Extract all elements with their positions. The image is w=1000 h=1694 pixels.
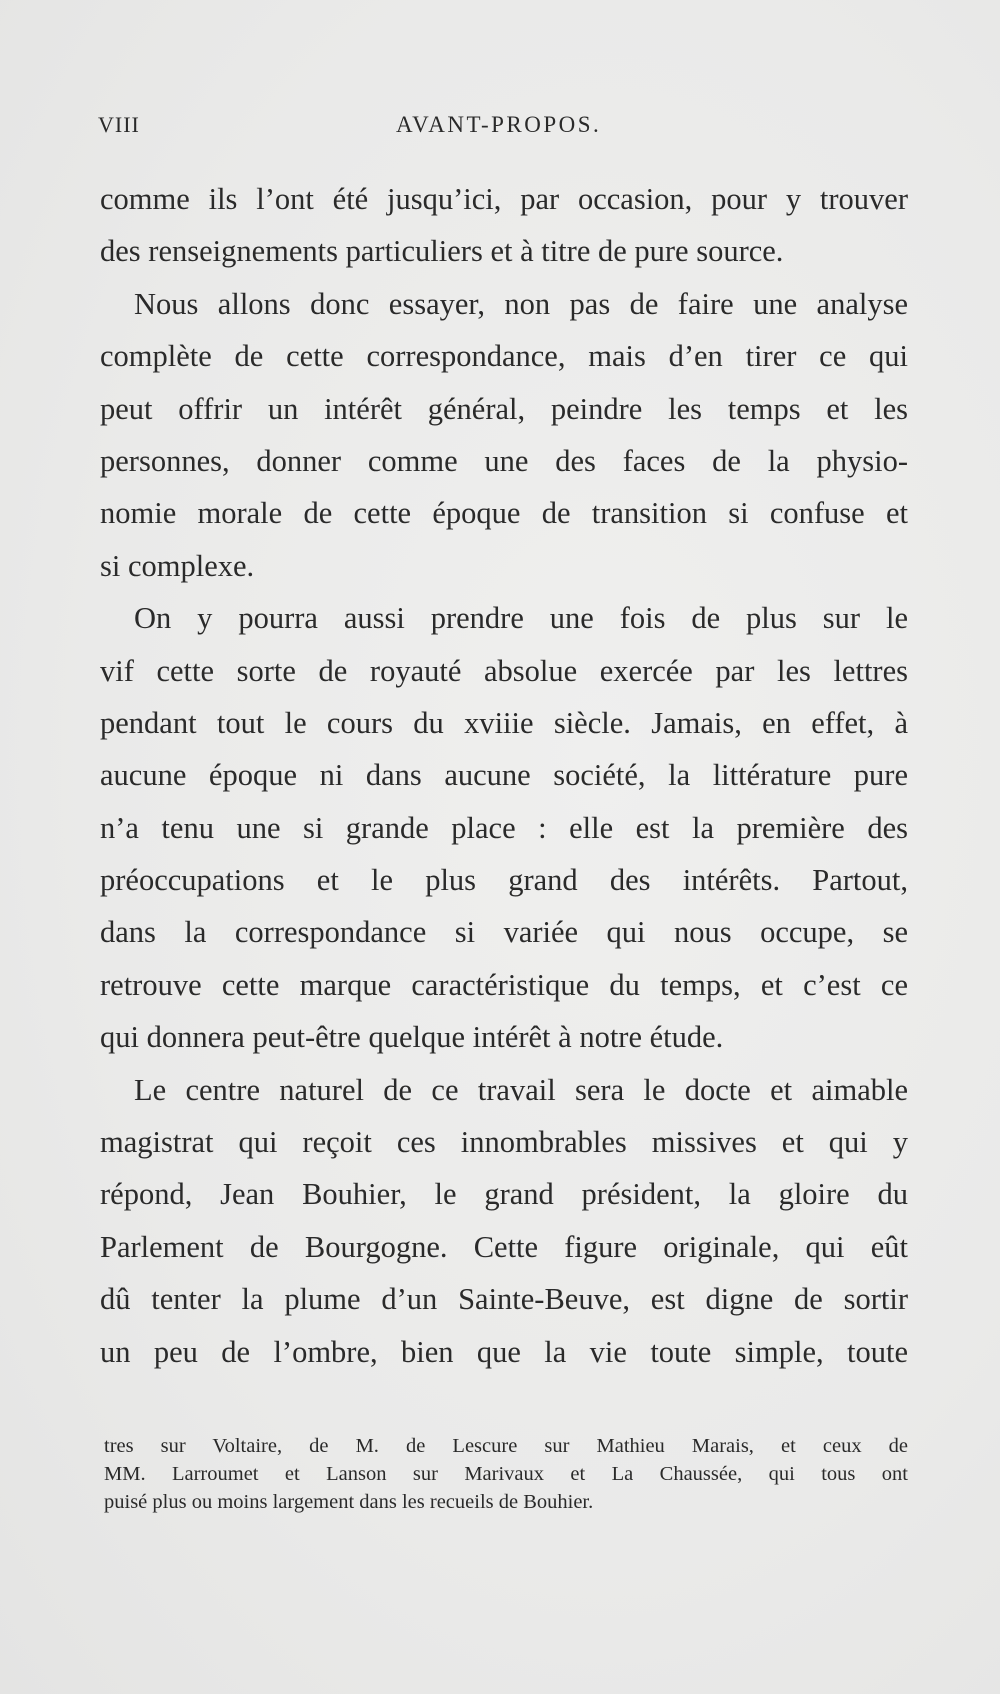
footnote <box>104 1432 908 1516</box>
text-line: nomie morale de cette époque de transition si confuse et <box>100 496 908 531</box>
footnote-line: puisé plus ou moins largement dans les recueils de Bouhier. <box>104 1491 594 1513</box>
text-line: aucune époque ni dans aucune société, la littérature pure <box>100 758 908 793</box>
paragraph-3 <box>100 592 908 1064</box>
running-title: AVANT-PROPOS. <box>396 112 602 137</box>
text-line: vif cette sorte de royauté absolue exercée par les lettres <box>100 653 908 688</box>
text-line: magistrat qui reçoit ces innombrables missives et qui y <box>100 1125 908 1160</box>
text-line: si complexe. <box>100 548 255 583</box>
text-line: retrouve cette marque caractéristique du temps, et c’est ce <box>100 967 908 1002</box>
text-line: dû tenter la plume d’un Sainte-Beuve, est digne de sortir <box>100 1282 908 1317</box>
paragraph-1 <box>100 173 908 278</box>
text-line: dans la correspondance si variée qui nous occupe, se <box>100 915 908 950</box>
text-line: n’a tenu une si grande place : elle est la première des <box>100 810 908 845</box>
text-line: pendant tout le cours du xviiie siècle. Jamais, en effet, à <box>100 705 908 740</box>
text-line: un peu de l’ombre, bien que la vie toute simple, toute <box>100 1334 908 1369</box>
paragraph-4 <box>100 1064 908 1378</box>
text-line: répond, Jean Bouhier, le grand président, la gloire du <box>100 1177 908 1212</box>
text-line: On y pourra aussi prendre une fois de plus sur le <box>134 601 908 636</box>
page-number: VIII <box>98 112 140 137</box>
text-line: Nous allons donc essayer, non pas de faire une analyse <box>134 286 908 321</box>
text-line: Le centre naturel de ce travail sera le docte et aimable <box>134 1072 908 1107</box>
text-line: Parlement de Bourgogne. Cette figure originale, qui eût <box>100 1229 908 1264</box>
text-line: comme ils l’ont été jusqu’ici, par occasion, pour y trouver <box>100 182 908 216</box>
text-line: peut offrir un intérêt général, peindre les temps et les <box>100 391 908 426</box>
text-line: des renseignements particuliers et à titre de pure source. <box>100 234 784 269</box>
text-line: complète de cette correspondance, mais d’en tirer ce qui <box>100 339 908 374</box>
text-line: préoccupations et le plus grand des intérêts. Partout, <box>100 863 908 898</box>
paragraph-2 <box>100 278 908 592</box>
page-header <box>98 112 908 152</box>
text-line: qui donnera peut-être quelque intérêt à notre étude. <box>100 1020 724 1055</box>
footnote-line: tres sur Voltaire, de M. de Lescure sur Mathieu Marais, et ceux de <box>104 1435 908 1457</box>
footnote-line: MM. Larroumet et Lanson sur Marivaux et La Chaussée, qui tous ont <box>104 1463 908 1485</box>
text-line: personnes, donner comme une des faces de la physio- <box>100 443 908 478</box>
body-text <box>100 173 908 1378</box>
